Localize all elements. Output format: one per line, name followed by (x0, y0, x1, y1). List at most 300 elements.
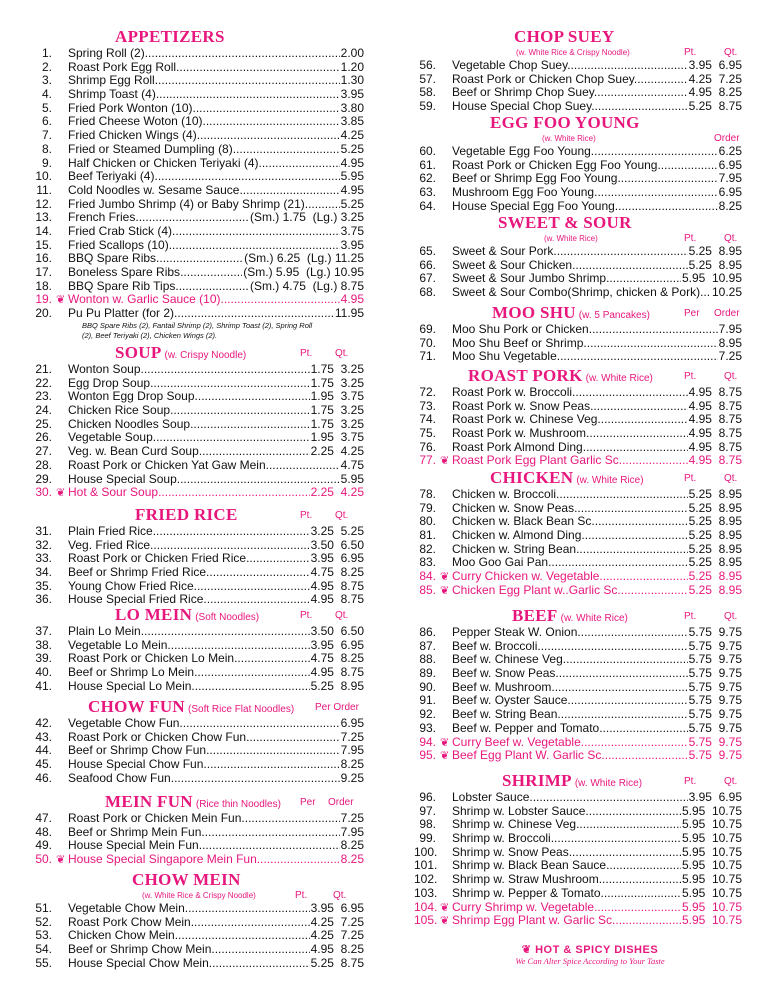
menu-item (30, 266, 364, 280)
menu-item (414, 667, 742, 681)
item-price: 7.95 (718, 322, 742, 336)
menu-item (414, 873, 742, 887)
item-name-text: Roast Pork Almond Ding (452, 440, 583, 454)
column-header: Per (300, 797, 316, 808)
column-header: Pt. (684, 47, 697, 58)
item-name-text: Roast Pork or Chicken Mein Fun (68, 812, 242, 825)
menu-item (414, 914, 742, 928)
menu-item (30, 744, 364, 758)
item-name-text: Vegetable Chow Fun (68, 717, 180, 730)
section-title-text: MEIN FUN (105, 792, 193, 811)
item-price: 3.50 6.50 (310, 624, 364, 638)
item-name-text: Seafood Chow Fun (68, 771, 171, 785)
menu-item (30, 826, 364, 840)
item-number: 42. (35, 716, 52, 730)
item-name-text: House Special Chop Suey (452, 100, 592, 114)
menu-item (414, 454, 742, 468)
item-number: 14. (35, 223, 52, 238)
item-name-text: Beef w. Oyster Sauce (452, 694, 568, 708)
item-price: 5.95 (340, 471, 364, 486)
item-name-text: Shrimp Egg Plant w. Garlic Sc. (452, 914, 616, 928)
menu-item (414, 413, 742, 427)
section-note: (w. 5 Pancakes) (578, 310, 650, 321)
item-name-text: Beef w. Chinese Veg. (452, 653, 567, 667)
item-price: 5.25 8.95 (688, 500, 742, 515)
column-header: Qt. (724, 233, 738, 244)
column-header: Pt. (684, 776, 697, 787)
menu-item (414, 286, 742, 300)
item-number: 82. (419, 541, 436, 556)
item-name-text: Moo Shu Vegetable (452, 350, 557, 364)
section-header (414, 771, 742, 791)
item-price: 4.95 (340, 292, 364, 307)
section-header (30, 792, 364, 812)
item-number: 83. (419, 555, 436, 570)
item-name (68, 225, 364, 239)
menu-item (30, 198, 364, 212)
menu-item (30, 390, 364, 404)
pepper-icon: ❦ (440, 571, 450, 584)
item-name (68, 198, 364, 212)
item-price: 5.95 10.75 (681, 885, 742, 900)
item-price: 8.25 (340, 852, 364, 867)
item-price: 1.75 3.25 (310, 362, 364, 376)
item-number: 43. (35, 729, 52, 744)
section-shrimp (414, 771, 742, 928)
item-number: 31. (35, 524, 52, 538)
item-number: 44. (35, 743, 52, 758)
item-number: 25. (35, 416, 52, 431)
section-title-text: LO MEIN (115, 605, 193, 624)
menu-item (414, 887, 742, 901)
item-name (68, 839, 364, 853)
item-number: 81. (419, 528, 436, 543)
item-number: 17. (35, 265, 52, 279)
item-price: (Sm.) 5.95 (Lg.) 10.95 (243, 265, 364, 279)
item-name-text: Sweet & Sour Combo(Shrimp, chicken & Pork) (452, 286, 701, 300)
item-name-text: Roast Pork or Chicken Chop Suey (452, 72, 634, 86)
item-name-text: Hot & Sour Soup (68, 486, 159, 500)
section-title-text: APPETIZERS (115, 27, 225, 46)
item-name-text: Pepper Steak W. Onion (452, 626, 578, 639)
item-number: 33. (35, 551, 52, 566)
item-name-text: BBQ Spare Rib Tips (68, 279, 176, 293)
menu-item (30, 115, 364, 129)
item-name-text: Veg. Fried Rice (68, 538, 151, 552)
item-price: 5.95 10.95 (681, 271, 742, 286)
item-number: 73. (419, 398, 436, 413)
item-name (68, 731, 364, 745)
item-number: 34. (35, 565, 52, 580)
item-number: 51. (35, 901, 52, 915)
item-number: 91. (419, 693, 436, 708)
item-number: 74. (419, 412, 436, 427)
menu-item (30, 61, 364, 75)
menu-item (30, 853, 364, 867)
item-number: 104. (414, 899, 438, 914)
item-name-text: Beef or Shrimp Chow Mein (68, 943, 212, 957)
item-price: 5.25 8.95 (688, 582, 742, 597)
menu-item (30, 431, 364, 445)
menu-item (30, 74, 364, 88)
item-name-text: Vegetable Egg Foo Young (452, 145, 591, 158)
section-appetizers (30, 27, 364, 341)
menu-item (30, 731, 364, 745)
item-name-text: Vegetable Chop Suey (452, 59, 568, 72)
section-subnote: (w. White Rice & Crispy Noodle) (142, 891, 256, 900)
section-title (514, 27, 614, 47)
item-name-text: Fried Crab Stick (4) (68, 224, 173, 238)
item-number: 53. (35, 928, 52, 943)
item-number: 66. (419, 257, 436, 272)
item-name-text: Roast Pork or Chicken Egg Foo Young (452, 158, 658, 172)
item-price: 4.75 8.25 (310, 565, 364, 580)
item-number: 105. (414, 913, 438, 928)
item-name-text: Shrimp w. Chinese Veg. (452, 818, 580, 832)
item-name (68, 143, 364, 157)
section-soup (30, 343, 364, 500)
item-name (68, 812, 364, 826)
item-name-text: Roast Pork w. Snow Peas (452, 399, 591, 413)
menu-item (30, 929, 364, 943)
column-header: Pt. (684, 473, 697, 484)
column-header: Pt. (300, 610, 313, 621)
item-price: 4.95 8.75 (688, 385, 742, 399)
item-number: 96. (419, 790, 436, 804)
menu-item (414, 172, 742, 186)
item-name-text: Chicken Noodles Soup (68, 417, 191, 431)
menu-item (30, 772, 364, 786)
item-number: 86. (419, 625, 436, 639)
menu-item (414, 584, 742, 598)
item-price: 5.25 8.95 (688, 257, 742, 272)
item-number: 65. (419, 244, 436, 258)
section-note: (w. White Rice) (560, 613, 628, 624)
item-price: 5.95 10.75 (681, 844, 742, 859)
section-header (414, 113, 742, 145)
item-name (452, 286, 742, 300)
item-number: 39. (35, 651, 52, 666)
item-number: 77. (419, 453, 436, 468)
item-name (56, 293, 364, 308)
item-number: 13. (35, 210, 52, 225)
item-number: 40. (35, 665, 52, 680)
section-header (30, 27, 364, 47)
item-name-text: Beef or Shrimp Chow Fun (68, 744, 207, 758)
item-price: 5.95 (340, 169, 364, 184)
pepper-icon: ❦ (440, 584, 450, 597)
menu-item (30, 680, 364, 694)
section-header (414, 468, 742, 488)
section-meinfun (30, 792, 364, 867)
menu-item (30, 129, 364, 143)
item-price: 5.75 9.75 (688, 625, 742, 639)
menu-item (30, 916, 364, 930)
item-price: 7.95 (340, 824, 364, 839)
item-number: 6. (41, 114, 52, 129)
section-header (30, 605, 364, 625)
menu-item (414, 502, 742, 516)
column-header: Pt. (295, 890, 308, 901)
menu-item (30, 459, 364, 473)
item-name-text: Fried Jumbo Shrimp (4) or Baby Shrimp (21) (68, 197, 305, 211)
item-price: 1.75 3.25 (310, 416, 364, 431)
item-price: 4.95 8.75 (688, 439, 742, 454)
item-name (68, 772, 364, 786)
item-number: 103. (414, 885, 438, 900)
item-number: 93. (419, 720, 436, 735)
item-name (68, 184, 364, 198)
item-name-text: Chicken Egg Plant w..Garlic Sc (452, 583, 618, 597)
item-price: 6.95 (340, 716, 364, 730)
item-name (452, 159, 742, 173)
item-name-text: House Special Chow Fun (68, 758, 204, 772)
section-mooshu (414, 303, 742, 364)
menu-item (414, 859, 742, 873)
item-name-text: Shrimp Toast (4) (68, 88, 156, 102)
menu-item (30, 473, 364, 487)
section-title-text: SWEET & SOUR (498, 213, 632, 232)
item-name-text: Fried Chicken Wings (4) (68, 129, 197, 143)
item-price: 8.25 (718, 198, 742, 213)
item-name-text: Shrimp w. Pepper & Tomato (452, 886, 601, 900)
menu-item (30, 839, 364, 853)
section-title (135, 505, 238, 525)
item-name-text: Roast Pork or Chicken Chow Fun (68, 730, 247, 744)
pepper-icon: ❦ (440, 915, 450, 928)
item-name-text: Beef w. Broccoli (452, 639, 538, 653)
menu-item (414, 626, 742, 640)
section-header (30, 870, 364, 902)
item-price: 7.95 (718, 171, 742, 186)
item-name (68, 459, 364, 473)
item-number: 98. (419, 817, 436, 832)
item-name (68, 717, 364, 731)
item-number: 37. (35, 624, 52, 638)
item-name-text: Curry Beef w. Vegetable (452, 735, 581, 749)
item-name-text: Sweet & Sour Chicken (452, 258, 573, 272)
item-name (68, 239, 364, 253)
menu-item (414, 846, 742, 860)
item-name-text: Beef or Shrimp Fried Rice (68, 566, 207, 580)
platter-description: (2), Beef Teriyaki (2), Chicken Wings (2). (82, 330, 218, 340)
menu-item (30, 525, 364, 539)
item-name-text: Fried Pork Wonton (10) (68, 101, 193, 115)
item-name-text: Roast Pork Chow Mein (68, 915, 191, 929)
item-price: 4.95 8.75 (688, 412, 742, 427)
item-number: 52. (35, 914, 52, 929)
menu-item (30, 184, 364, 198)
section-beef (414, 606, 742, 763)
item-price: 5.75 9.75 (688, 679, 742, 694)
item-name-text: French Fries (68, 211, 136, 225)
item-number: 48. (35, 824, 52, 839)
item-price: 5.25 (340, 196, 364, 211)
pepper-icon: ❦ (440, 750, 450, 763)
item-name-text: Young Chow Fried Rice (68, 579, 194, 593)
item-name-text: Beef Egg Plant W. Garlic Sc. (452, 749, 605, 763)
menu-item (414, 901, 742, 915)
item-number: 54. (35, 942, 52, 957)
item-price: 6.95 (718, 157, 742, 172)
menu-item (30, 377, 364, 391)
menu-item (30, 486, 364, 500)
menu-item (414, 427, 742, 441)
section-header (414, 27, 742, 59)
item-name-text: Pu Pu Platter (for 2) (68, 307, 175, 321)
menu-item (414, 708, 742, 722)
menu-item (30, 652, 364, 666)
menu-item (414, 200, 742, 214)
item-price: 3.95 6.95 (310, 901, 364, 915)
section-title-text: MOO SHU (492, 303, 576, 322)
section-title-text: EGG FOO YOUNG (490, 113, 640, 132)
item-name-text: Plain Fried Rice (68, 525, 153, 538)
item-number: 23. (35, 389, 52, 404)
item-name-text: Sweet & Sour Jumbo Shrimp (452, 272, 607, 286)
item-name-text: Shrimp w. Broccoli (452, 832, 551, 846)
item-number: 24. (35, 403, 52, 418)
section-header (414, 303, 742, 323)
item-price: 1.75 3.25 (310, 403, 364, 418)
section-note: (Soft Noodles) (195, 612, 260, 623)
item-number: 5. (41, 100, 52, 115)
section-header (414, 213, 742, 245)
item-name-text: House Special Egg Foo Young (452, 199, 615, 213)
column-header: Pt. (684, 371, 697, 382)
item-number: 30. (35, 485, 52, 500)
column-header: Qt. (724, 473, 738, 484)
item-number: 7. (41, 128, 52, 143)
menu-item (414, 488, 742, 502)
menu-item (30, 639, 364, 653)
item-price: 5.75 9.75 (688, 707, 742, 722)
section-title (132, 870, 241, 890)
menu-item (414, 570, 742, 584)
item-name-text: Chicken w. Snow Peas (452, 501, 575, 515)
item-name-text: Chicken Chow Mein (68, 929, 175, 943)
pepper-icon: ❦ (440, 901, 450, 914)
item-name-text: Wonton w. Garlic Sauce (10) (68, 293, 221, 307)
item-number: 28. (35, 457, 52, 472)
menu-item (30, 170, 364, 184)
item-name-text: Beef or Shrimp Chop Suey (452, 86, 594, 100)
item-price: 10.25 (711, 285, 742, 300)
menu-item (414, 640, 742, 654)
section-header (30, 697, 364, 717)
column-header: Pt. (300, 348, 313, 359)
item-price: 5.75 9.75 (688, 748, 742, 763)
item-name-text: Beef or Shrimp Egg Foo Young (452, 172, 618, 186)
section-chopsuey (414, 27, 742, 114)
item-name-text: Egg Drop Soup (68, 376, 151, 390)
platter-description: BBQ Spare Ribs (2), Fantail Shrimp (2), Shrimp Toast (2), Spring Roll (82, 320, 313, 330)
column-header: Pt. (300, 510, 313, 521)
item-number: 12. (35, 196, 52, 211)
item-name (68, 74, 364, 88)
item-number: 92. (419, 707, 436, 722)
menu-item (414, 736, 742, 750)
menu-item (414, 59, 742, 73)
section-title-text: CHOW MEIN (132, 870, 241, 889)
item-name-text: Sweet & Sour Pork (452, 245, 554, 258)
menu-item (414, 653, 742, 667)
item-price: 7.25 (718, 349, 742, 364)
section-title-text: CHICKEN (490, 468, 574, 487)
item-number: 9. (41, 155, 52, 170)
item-price: 4.75 8.25 (310, 651, 364, 666)
menu-item (30, 157, 364, 171)
item-number: 10. (35, 169, 52, 184)
item-name (68, 61, 364, 75)
item-price: 3.95 6.95 (688, 58, 742, 72)
item-price: 4.95 8.75 (310, 578, 364, 593)
menu-item (414, 350, 742, 364)
item-number: 71. (419, 349, 436, 364)
menu-item (30, 363, 364, 377)
item-price: 5.95 10.75 (681, 913, 742, 928)
column-header: Per (684, 308, 700, 319)
item-name (452, 186, 742, 200)
item-price: 3.75 (340, 223, 364, 238)
item-number: 56. (419, 58, 436, 72)
item-name-text: Roast Pork or Chicken Yat Gaw Mein (68, 458, 266, 472)
menu-item (30, 239, 364, 253)
item-number: 63. (419, 185, 436, 200)
menu-item (30, 957, 364, 971)
item-price: 3.95 (340, 237, 364, 252)
menu-item (30, 404, 364, 418)
section-title-text: SOUP (115, 343, 162, 362)
item-number: 15. (35, 237, 52, 252)
item-number: 94. (419, 734, 436, 749)
item-price: 7.25 (340, 729, 364, 744)
item-price: 4.25 (340, 128, 364, 143)
section-header (414, 606, 742, 626)
item-number: 8. (41, 141, 52, 156)
item-name (452, 172, 742, 186)
item-price: 3.80 (340, 100, 364, 115)
item-number: 27. (35, 444, 52, 459)
section-note: (Soft Rice Flat Noodles) (188, 704, 295, 715)
item-name-text: House Special Soup (68, 472, 177, 486)
menu-item (414, 159, 742, 173)
item-number: 47. (35, 811, 52, 825)
item-number: 90. (419, 679, 436, 694)
item-number: 38. (35, 637, 52, 652)
item-number: 87. (419, 638, 436, 653)
section-sweetsour (414, 213, 742, 300)
menu-item (30, 566, 364, 580)
menu-item (414, 145, 742, 159)
menu-item (30, 88, 364, 102)
menu-item (30, 552, 364, 566)
item-price: 5.25 8.95 (688, 569, 742, 584)
column-header: Qt. (333, 890, 347, 901)
menu-item (414, 400, 742, 414)
item-name-text: House Special Fried Rice (68, 593, 204, 607)
item-price: 3.50 6.50 (310, 537, 364, 552)
menu-item (30, 280, 364, 294)
item-number: 68. (419, 285, 436, 300)
menu-item (414, 722, 742, 736)
item-price: 3.95 6.95 (310, 551, 364, 566)
item-name-text: Moo Shu Pork or Chicken (452, 323, 589, 336)
item-price: 4.95 8.25 (688, 85, 742, 100)
item-number: 97. (419, 803, 436, 818)
item-number: 41. (35, 678, 52, 693)
item-name-text: Vegetable Chow Mein (68, 902, 185, 915)
